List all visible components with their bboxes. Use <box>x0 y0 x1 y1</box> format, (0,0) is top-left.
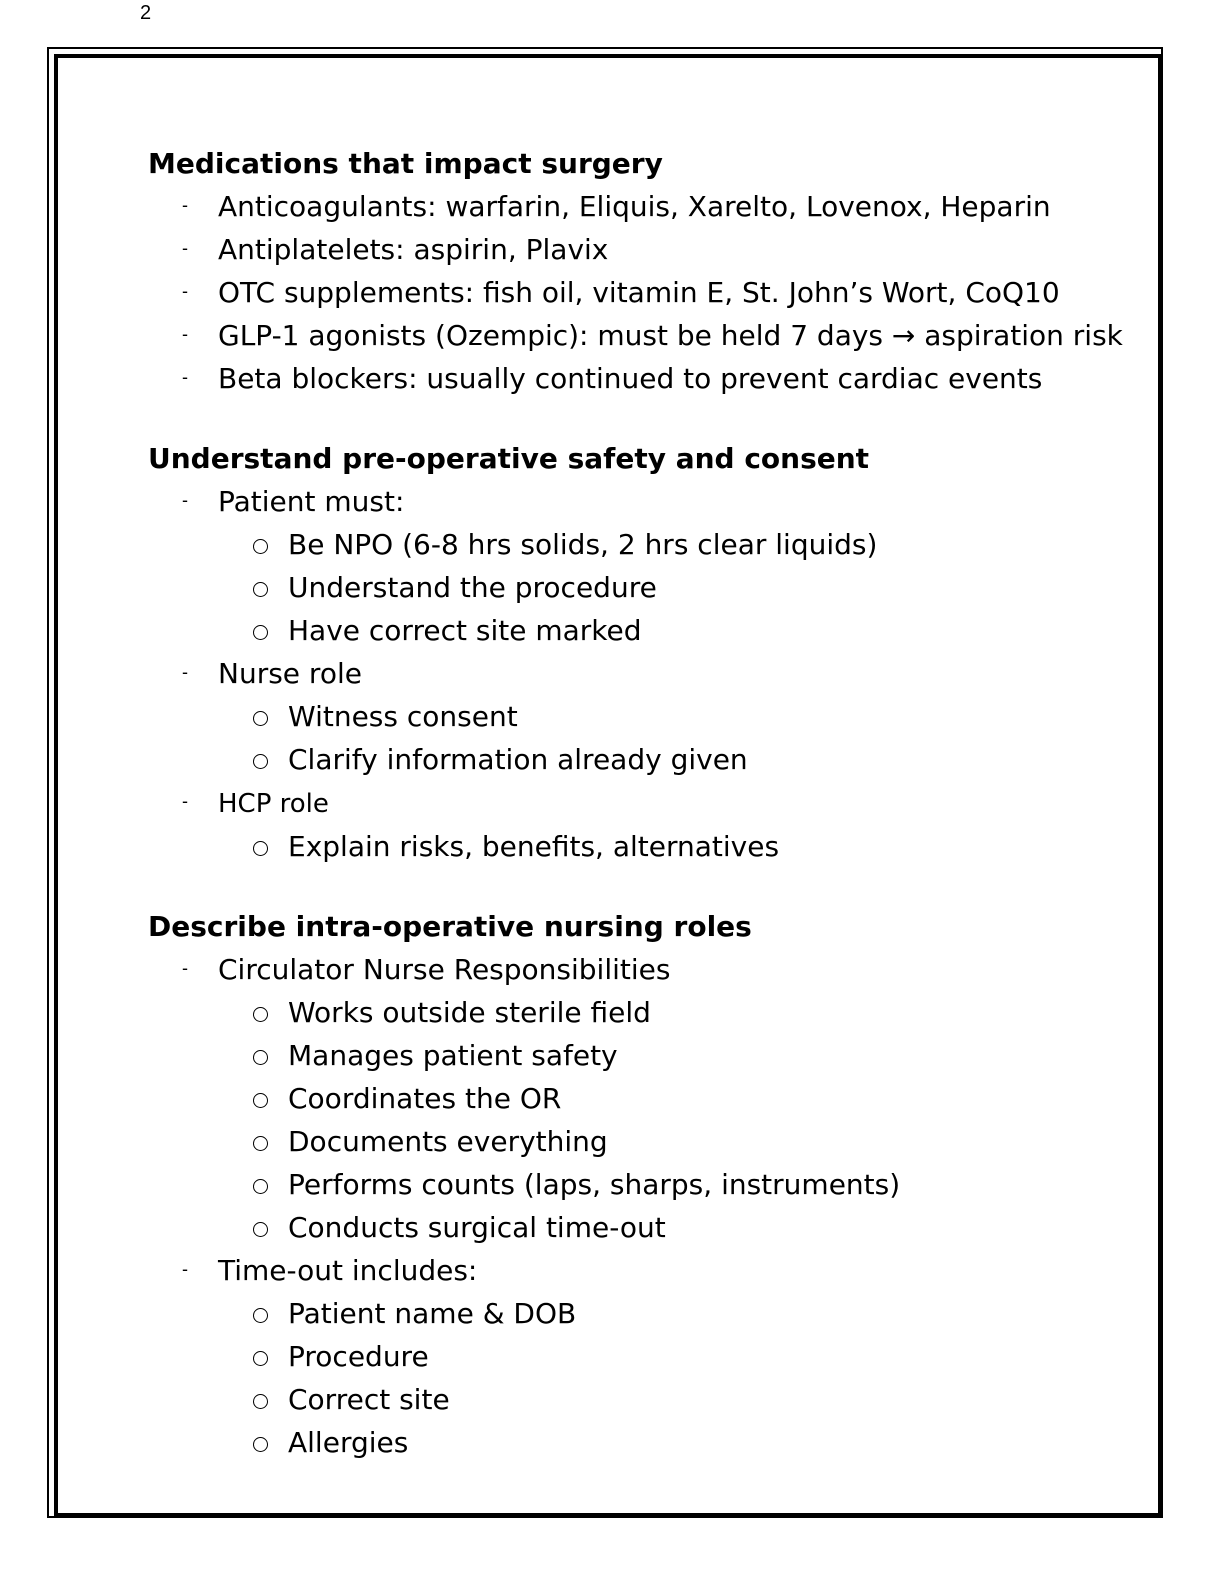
sub-list-item: Witness consent <box>218 697 1138 737</box>
list-item: - Antiplatelets: aspirin, Plavix <box>148 230 1138 270</box>
circle-bullet-icon <box>253 754 268 769</box>
section-preoperative <box>148 439 1138 867</box>
bullet-list <box>148 950 1138 1463</box>
dash-bullet-icon: - <box>182 958 188 978</box>
section-intraoperative <box>148 907 1138 1463</box>
circle-bullet-icon <box>253 539 268 554</box>
sub-list-item: Performs counts (laps, sharps, instruments) <box>218 1165 1138 1205</box>
dash-bullet-icon: - <box>182 281 188 301</box>
sub-list-item: Clarify information already given <box>218 740 1138 780</box>
circle-bullet-icon <box>253 582 268 597</box>
sub-list-item: Coordinates the OR <box>218 1079 1138 1119</box>
circle-bullet-icon <box>253 1351 268 1366</box>
sub-list-item: Correct site <box>218 1380 1138 1420</box>
circle-bullet-icon <box>253 1093 268 1108</box>
dash-bullet-icon: - <box>182 490 188 510</box>
sub-list-item: Patient name & DOB <box>218 1294 1138 1334</box>
sub-list-item: Be NPO (6-8 hrs solids, 2 hrs clear liquids) <box>218 525 1138 565</box>
sub-list-item: Documents everything <box>218 1122 1138 1162</box>
section-heading: Medications that impact surgery <box>148 147 663 180</box>
list-item: - Beta blockers: usually continued to prevent cardiac events <box>148 359 1138 399</box>
circle-bullet-icon <box>253 1007 268 1022</box>
document-content <box>148 144 1138 1503</box>
sub-list-item: Conducts surgical time-out <box>218 1208 1138 1248</box>
bullet-list <box>148 482 1138 867</box>
sub-list <box>218 697 1138 780</box>
sub-list-item: Have correct site marked <box>218 611 1138 651</box>
sub-list <box>218 525 1138 651</box>
dash-bullet-icon: - <box>182 1259 188 1279</box>
section-heading: Understand pre-operative safety and consent <box>148 442 870 475</box>
circle-bullet-icon <box>253 625 268 640</box>
circle-bullet-icon <box>253 1394 268 1409</box>
circle-bullet-icon <box>253 1222 268 1237</box>
dash-bullet-icon: - <box>182 367 188 387</box>
bullet-list <box>148 187 1138 399</box>
section-heading: Describe intra-operative nursing roles <box>148 910 752 943</box>
circle-bullet-icon <box>253 1308 268 1323</box>
circle-bullet-icon <box>253 1050 268 1065</box>
dash-bullet-icon: - <box>182 238 188 258</box>
dash-bullet-icon: - <box>182 791 188 811</box>
sub-list-item: Manages patient safety <box>218 1036 1138 1076</box>
section-medications <box>148 144 1138 399</box>
circle-bullet-icon <box>253 1179 268 1194</box>
sub-list-item: Explain risks, benefits, alternatives <box>218 827 1138 867</box>
dash-bullet-icon: - <box>182 662 188 682</box>
sub-list <box>218 993 1138 1248</box>
circle-bullet-icon <box>253 711 268 726</box>
sub-list <box>218 1294 1138 1463</box>
circle-bullet-icon <box>253 1136 268 1151</box>
sub-list-item: Works outside sterile field <box>218 993 1138 1033</box>
dash-bullet-icon: - <box>182 324 188 344</box>
sub-list-item: Procedure <box>218 1337 1138 1377</box>
sub-list <box>218 827 1138 867</box>
sub-list-item: Understand the procedure <box>218 568 1138 608</box>
list-item: - Time-out includes: Patient name & DOB Procedure Correct site Allergies <box>148 1251 1138 1463</box>
circle-bullet-icon <box>253 841 268 856</box>
sub-list-item: Allergies <box>218 1423 1138 1463</box>
page-number: 2 <box>140 2 152 24</box>
list-item: - GLP-1 agonists (Ozempic): must be held 7 days → aspiration risk <box>148 316 1138 356</box>
list-item: - Circulator Nurse Responsibilities Works outside sterile field Manages patient safety Coordinates the OR Documents everything Performs counts (laps, sharps, instruments) Conducts surgical time-out <box>148 950 1138 1248</box>
list-item: - Nurse role Witness consent Clarify information already given <box>148 654 1138 780</box>
list-item: - Patient must: Be NPO (6-8 hrs solids, 2 hrs clear liquids) Understand the procedure Have correct site marked <box>148 482 1138 651</box>
list-item: - HCP role Explain risks, benefits, alternatives <box>148 783 1138 867</box>
circle-bullet-icon <box>253 1437 268 1452</box>
list-item: - Anticoagulants: warfarin, Eliquis, Xarelto, Lovenox, Heparin <box>148 187 1138 227</box>
page-border <box>54 54 1162 1517</box>
dash-bullet-icon: - <box>182 195 188 215</box>
list-item: - OTC supplements: fish oil, vitamin E, St. John’s Wort, CoQ10 <box>148 273 1138 313</box>
